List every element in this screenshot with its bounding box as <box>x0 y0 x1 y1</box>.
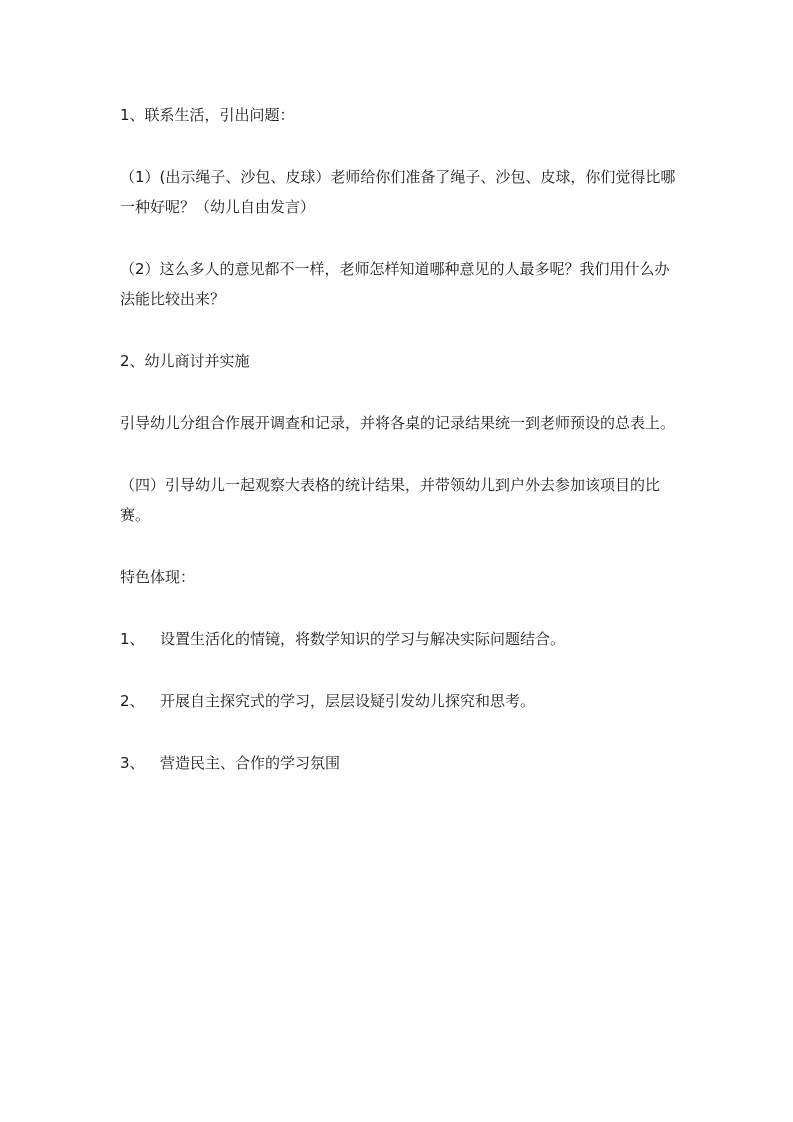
feature-item <box>120 748 680 778</box>
paragraph-question-2: （2）这么多人的意见都不一样，老师怎样知道哪种意见的人最多呢？我们用什么办法能比较出来？ <box>120 260 670 308</box>
features-heading: 特色体现： <box>120 568 196 586</box>
feature-text: 开展自主探究式的学习，层层设疑引发幼儿探究和思考。 <box>160 692 536 710</box>
document-body <box>120 100 680 778</box>
feature-text: 营造民主、合作的学习氛围 <box>160 754 341 772</box>
feature-item <box>120 624 680 654</box>
paragraph-guidance: 引导幼儿分组合作展开调查和记录，并将各桌的记录结果统一到老师预设的总表上。 <box>120 414 676 432</box>
section-heading-1: 1、联系生活，引出问题： <box>120 106 295 124</box>
feature-item <box>120 686 680 716</box>
feature-number: 3、 <box>120 754 145 772</box>
paragraph-step-four: （四）引导幼儿一起观察大表格的统计结果，并带领幼儿到户外去参加该项目的比赛。 <box>120 476 661 524</box>
feature-text: 设置生活化的情镜，将数学知识的学习与解决实际问题结合。 <box>160 630 566 648</box>
feature-number: 2、 <box>120 692 145 710</box>
paragraph-question-1: （1）(出示绳子、沙包、皮球）老师给你们准备了绳子、沙包、皮球，你们觉得比哪一种好呢？（幼儿自由发言） <box>120 168 676 216</box>
feature-number: 1、 <box>120 630 145 648</box>
section-heading-2: 2、幼儿商讨并实施 <box>120 352 250 370</box>
